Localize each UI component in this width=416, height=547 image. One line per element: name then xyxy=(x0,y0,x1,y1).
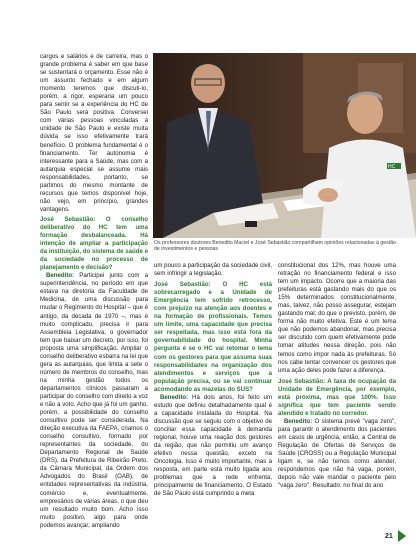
answer-text: Há dois anos, foi feito um estudo que definiu detalhadamente qual é a capacidade instalada do Hospital. Na discussão que se seguiu com o objetivo de conciliar essa capacidade à demanda regional, houve uma reação dos gestores da região, que não permitiu um avanço efetivo nessa questão, exceto na Oncologia. Isso é muito importante, mas a resposta, em parte está muito ligada aos problemas que a rede enfrenta, principalmente de financiamento. O Estado de São Paulo está cumprindo a meta xyxy=(154,393,272,498)
answer xyxy=(40,272,148,530)
paragraph: cargos e salários e de carreira, mas o grande problema é saber em que base se sustentará o orçamento. Esse não é um assunto fechado e em algum momento teremos que discuti-lo, porém, a rigor, esperaria um pouco para sentir se a experiência do HC de São Paulo será positiva. Conversei com várias pessoas vinculadas à unidade de São Paulo e existe muita dúvida se isso efetivamente trará benefício. O problema fundamental é o financiamento. Ter autonomia é interessante para a Saúde, mas com a autarquia especial se assume mais responsabilidades, portanto, se partimos do mesmo montante de recursos que temos disponível hoje, não vejo, em princípio, grandes vantagens. xyxy=(40,53,148,213)
paragraph: um pouco a participação da sociedade civil, sem infringir a legislação. xyxy=(154,262,272,278)
svg-text:HC: HC xyxy=(388,164,396,170)
continue-arrow-icon xyxy=(398,530,406,542)
text-column-3 xyxy=(278,262,396,542)
question: José Sebastião: O HC está sobrecarregado e a Unidade de Emergência tem sofrido retrocesso, com prejuízo na atenção aos doentes e na formação de profissionais. Temos um limite, uma capacidade que precisa ser respeitada, mas isso está fora da governabilidade do hospital. Minha pergunta é se o HC vai retomar o tema com os gestores para que assuma suas responsabilidades na organização dos atendimentos e serviços que a população precisa, ou se vai continuar acomodando as mazelas do SUS? xyxy=(154,281,272,393)
question: José Sebastião: O conselho deliberativo do HC tem uma formação desbalanceada. Há intenção de ampliar a participação da instituição, do sistema de saúde e da sociedade no processo de planejamento e decisão? xyxy=(40,215,148,272)
answer-text: Participei junto com a superintendência, no período em que estava na diretoria da Faculdade de Medicina, de uma discussão para mudar o Regimento do Hospital – que é antigo, da década de 1970 –, mas é muito complicado, precisa ir para Assembleia Legislativa, o governador tem que baixar um decreto, por isso, foi proposta uma simplificação. Ampliar o conselho deliberativo esbarra na lei que gera as autarquias, que limita a sete o número de membros do conselho, mas na minha gestão todos os departamentos clínicos passaram a participar do conselho com direito a voz e não a voto. Acho que já foi um ganho, porém, a possibilidade do conselho consultivo pode ser considerada. Na direção executiva da FAEPA, criamos o conselho consultivo, formado por representantes da sociedade, do Departamento Regional de Saúde (DRS), da Prefeitura de Ribeirão Preto, da Câmara Municipal, da Ordem dos Advogados do Brasil (OAB), de entidades representativas da indústria, comércio e, eventualmente, empresários de várias áreas, o que deu um resultado muito bom. Acho isso muito positivo, algo para onde podemos avançar, ampliando xyxy=(40,272,148,529)
photo-caption: Os professores doutores Benedito Maciel e José Sebastião compartilham opiniões relacionadas à gestão de investimentos e pessoas xyxy=(154,240,396,253)
text-column-1 xyxy=(40,53,148,543)
answer xyxy=(154,394,272,499)
answer-text: O sistema prevê "vaga zero", para garantir o atendimento dos pacientes em casos de urgência, então, a Central de Regulação de Ofertas de Serviços de Saúde (CROSS) ou a Regulação Municipal ligam e, se não temos como atender, respondemos que não há vaga, porém, depois não vale mandar o paciente pelo "vaga zero". Resultado: no final do ano xyxy=(278,417,396,490)
question: José Sebastião: A taxa de ocupação da Unidade de Emergência, por exemplo, está próxima, mas que 100%. Isso significa que tem paciente sendo atendido e tratado no corredor. xyxy=(278,377,396,417)
paragraph: constitucional dos 12%, mas houve uma retração no financiamento federal e isso tem um impacto. Ocorre que a maioria das prefeituras está gastando mais do que os 15% determinados constitucionalmente, mas, talvez, não posso assegurar, estejam gastando mal; do que o previsto, porém, de forma não muito efetiva. Este é um tema que não podemos abandonar, mas precisa ser discutido com quem efetivamente pode tomar atitudes nessa direção, pois não temos como impor nada às prefeituras. Só nos cabe tentar convencer os gestores que uma ação deles pode fazer a diferença. xyxy=(278,262,396,374)
answer xyxy=(278,418,396,490)
speaker-label: Benedito: xyxy=(160,393,189,401)
speaker-label: Benedito: xyxy=(284,417,313,425)
text-column-2 xyxy=(154,262,272,542)
interview-photo xyxy=(153,53,416,238)
speaker-label: Benedito: xyxy=(46,272,75,280)
page-number: 21 xyxy=(385,533,393,540)
photo-illustration xyxy=(153,53,416,238)
